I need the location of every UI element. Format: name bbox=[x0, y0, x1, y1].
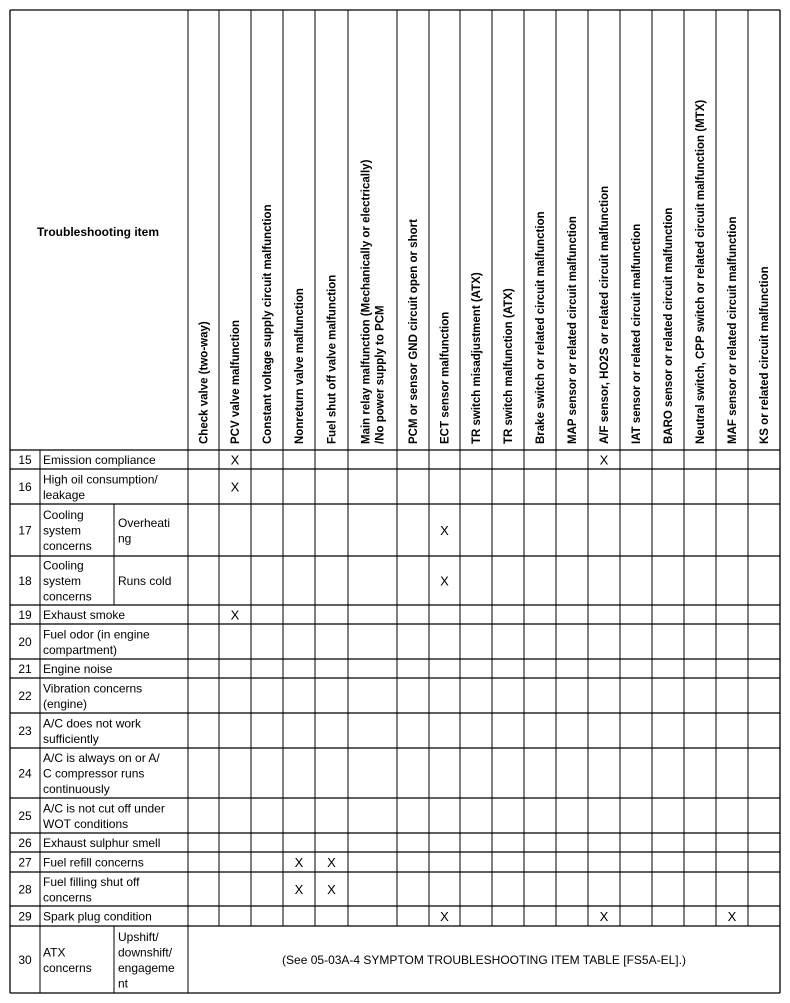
column-header: TR switch misadjustment (ATX) bbox=[471, 272, 483, 444]
row-item-text: concerns bbox=[43, 589, 92, 604]
row-subitem-text: engageme bbox=[118, 960, 175, 975]
check-mark: X bbox=[230, 479, 240, 495]
row-number: 23 bbox=[18, 724, 32, 738]
row-subitem-text: Upshift/ bbox=[118, 929, 159, 944]
column-header: Check valve (two-way) bbox=[198, 321, 211, 444]
row-item-text: High oil consumption/ bbox=[43, 472, 158, 487]
row-item-text: Fuel refill concerns bbox=[43, 855, 144, 870]
column-header: Fuel shut off valve malfunction bbox=[326, 274, 339, 444]
row-subitem-text: Overheati bbox=[118, 515, 171, 530]
row-item-text: A/C is always on or A/ bbox=[43, 751, 160, 765]
row-item-text: (engine) bbox=[43, 696, 88, 711]
row-number: 30 bbox=[18, 953, 32, 967]
row-item-text: sufficiently bbox=[43, 731, 99, 746]
row-number: 27 bbox=[18, 855, 32, 870]
row-subitem-text: ng bbox=[118, 531, 132, 546]
row-note: (See 05-03A-4 SYMPTOM TROUBLESHOOTING ITEM TABLE [FS5A-EL].) bbox=[282, 953, 686, 967]
row-number: 29 bbox=[18, 909, 32, 924]
row-number: 18 bbox=[18, 574, 32, 588]
row-number: 20 bbox=[18, 635, 32, 649]
column-header: Brake switch or related circuit malfunction bbox=[535, 211, 547, 444]
row-number: 21 bbox=[18, 662, 32, 676]
column-header: IAT sensor or related circuit malfunction bbox=[631, 223, 643, 444]
row-item-text: compartment) bbox=[43, 642, 118, 657]
check-mark: X bbox=[230, 452, 240, 468]
row-number: 24 bbox=[18, 766, 32, 781]
row-item-text: Emission compliance bbox=[43, 453, 156, 467]
row-number: 19 bbox=[18, 608, 32, 622]
check-mark: X bbox=[599, 452, 609, 468]
column-header: TR switch malfunction (ATX) bbox=[503, 288, 515, 444]
row-item-text: Fuel odor (in engine bbox=[43, 627, 150, 642]
row-item-text: continuously bbox=[43, 782, 110, 796]
row-number: 22 bbox=[18, 689, 32, 703]
check-mark: X bbox=[327, 882, 336, 897]
column-header: MAP sensor or related circuit malfunction bbox=[567, 216, 579, 444]
column-header: Nonreturn valve malfunction bbox=[294, 288, 306, 444]
header-title: Troubleshooting item bbox=[37, 225, 159, 239]
row-item-text: A/C is not cut off under bbox=[43, 801, 165, 816]
row-item-text: concerns bbox=[43, 539, 92, 553]
row-item-text: leakage bbox=[43, 487, 86, 502]
column-header: A/F sensor, HO2S or related circuit malfunction bbox=[599, 185, 611, 444]
row-item-text: Vibration concerns bbox=[43, 681, 143, 696]
check-mark: X bbox=[294, 882, 304, 897]
check-mark: X bbox=[440, 573, 449, 589]
check-mark: X bbox=[327, 855, 336, 870]
column-header: ECT sensor malfunction bbox=[439, 311, 452, 444]
row-item-text: C compressor runs bbox=[43, 766, 145, 781]
check-mark: X bbox=[727, 909, 737, 924]
row-item-text: Spark plug condition bbox=[43, 909, 152, 924]
row-subitem-text: nt bbox=[118, 976, 129, 991]
column-header: PCV valve malfunction bbox=[230, 320, 242, 444]
row-item-text: concerns bbox=[43, 890, 92, 905]
row-item-text: Engine noise bbox=[43, 662, 113, 676]
check-mark: X bbox=[230, 607, 240, 623]
row-number: 26 bbox=[18, 836, 32, 850]
row-item-text: Exhaust sulphur smell bbox=[43, 836, 161, 850]
column-header: KS or related circuit malfunction bbox=[759, 266, 771, 444]
row-item-text: system bbox=[43, 523, 82, 538]
column-header: Neutral switch, CPP switch or related circuit malfunction (MTX) bbox=[695, 99, 707, 444]
row-item-text: Exhaust smoke bbox=[43, 608, 126, 622]
row-item-text: Cooling bbox=[43, 508, 84, 522]
row-item-text: concerns bbox=[43, 960, 92, 975]
row-number: 25 bbox=[18, 809, 32, 823]
column-header: Constant voltage supply circuit malfunction bbox=[262, 204, 274, 444]
row-item-text: system bbox=[43, 574, 82, 588]
check-mark: X bbox=[599, 909, 609, 924]
check-mark: X bbox=[294, 855, 304, 870]
row-item-text: Cooling bbox=[43, 558, 84, 573]
check-mark: X bbox=[440, 523, 449, 538]
row-number: 17 bbox=[18, 523, 32, 538]
row-item-text: Fuel filling shut off bbox=[43, 874, 140, 889]
row-subitem-text: downshift/ bbox=[118, 945, 173, 960]
row-item-text: ATX bbox=[43, 945, 66, 960]
column-header: PCM or sensor GND circuit open or short bbox=[408, 219, 420, 444]
row-number: 16 bbox=[18, 480, 32, 494]
column-header: MAF sensor or related circuit malfunction bbox=[727, 216, 739, 444]
row-item-text: WOT conditions bbox=[43, 816, 129, 831]
row-number: 15 bbox=[18, 453, 32, 467]
column-header: BARO sensor or related circuit malfunction bbox=[663, 207, 675, 444]
column-header: Main relay malfunction (Mechanically or electrically) bbox=[360, 159, 373, 444]
row-number: 28 bbox=[18, 882, 32, 897]
row-item-text: A/C does not work bbox=[43, 716, 142, 731]
check-mark: X bbox=[440, 909, 449, 924]
row-subitem-text: Runs cold bbox=[118, 574, 172, 588]
column-header: /No power supply to PCM bbox=[374, 305, 387, 444]
